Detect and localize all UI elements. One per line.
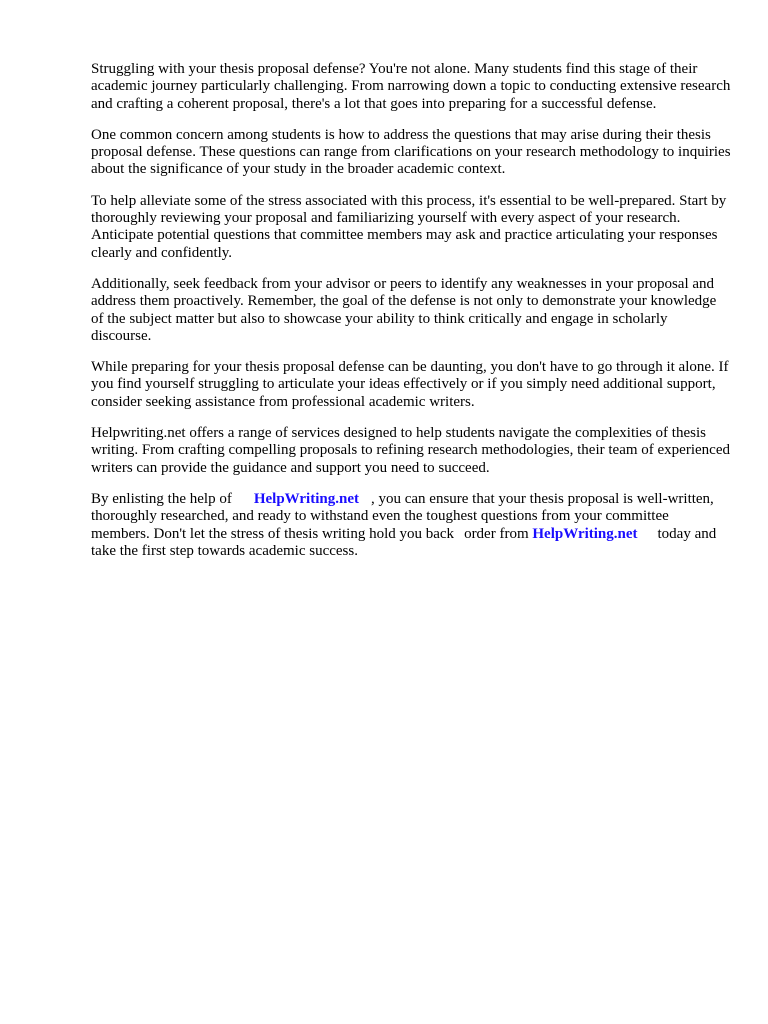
helpwriting-link-2[interactable]: HelpWriting.net xyxy=(532,525,638,542)
paragraph-closing xyxy=(91,491,731,560)
closing-text-order: order from xyxy=(464,525,529,542)
paragraph-common-concern: One common concern among students is how to address the questions that may arise during their thesis proposal defense. These questions can range from clarifications on your research methodology to inquiries about the significance of your study in the broader academic context. xyxy=(91,126,731,178)
closing-text-start: By enlisting the help of xyxy=(91,490,232,507)
helpwriting-link-1[interactable]: HelpWriting.net xyxy=(253,490,359,507)
paragraph-intro: Struggling with your thesis proposal defense? You're not alone. Many students find this stage of their academic journey particularly challenging. From narrowing down a topic to conducting extensive research and crafting a coherent proposal, there's a lot that goes into preparing for a successful defense. xyxy=(91,61,731,112)
paragraph-services: Helpwriting.net offers a range of services designed to help students navigate the complexities of thesis writing. From crafting compelling proposals to refining research methodologies, their team of experienced writers can provide the guidance and support you need to succeed. xyxy=(91,425,730,476)
document-body xyxy=(91,61,731,574)
paragraph-support: While preparing for your thesis proposal defense can be daunting, you don't have to go through it alone. If you find yourself struggling to articulate your ideas effectively or if you simply need additional support, consider seeking assistance from professional academic writers. xyxy=(91,359,729,410)
paragraph-preparation: To help alleviate some of the stress associated with this process, it's essential to be well-prepared. Start by thoroughly reviewing your proposal and familiarizing yourself with every aspect of your research. Anticipate potential questions that committee members may ask and practice articulating your responses clearly and confidently. xyxy=(91,192,727,261)
closing-text-middle: , you can ensure that your thesis proposal is well-written, thoroughly researched, and ready to withstand even the toughest questions from your committee members. Don't let the stress of thesis writing hold you back xyxy=(91,490,714,542)
paragraph-feedback: Additionally, seek feedback from your advisor or peers to identify any weaknesses in your proposal and address them proactively. Remember, the goal of the defense is not only to demonstrate your knowledge of the subject matter but also to showcase your ability to think critically and engage in scholarly discourse. xyxy=(91,275,717,344)
closing-text-end: today and take the first step towards academic success. xyxy=(91,525,717,559)
